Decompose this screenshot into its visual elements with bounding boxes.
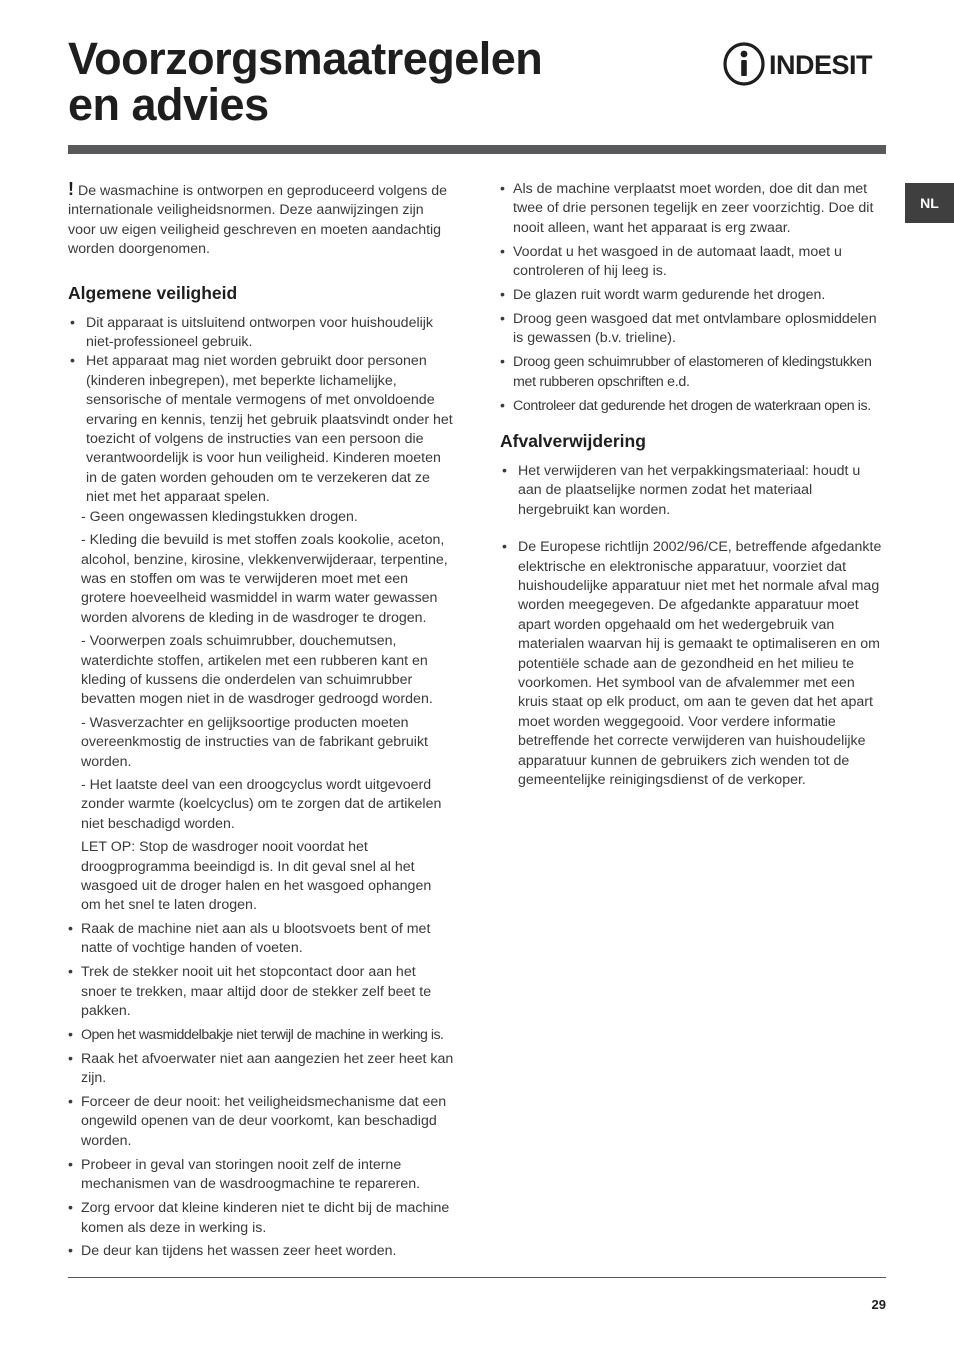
section-heading-general-safety: Algemene veiligheid [68,282,238,303]
list-item: • Droog geen schuimrubber of elastomeren of kledingstukken met rubberen opschriften e.d. [500,353,886,392]
footer-rule [68,1277,886,1278]
list-item: • Zorg ervoor dat kleine kinderen niet te dicht bij de machine komen als deze in werking is. [68,1199,454,1238]
page-title-line-2: en advies [68,79,269,130]
drying-instructions [68,508,454,916]
language-tab: NL [905,183,954,223]
section-heading-waste-disposal: Afvalverwijdering [500,430,646,451]
sub-item: - Het laatste deel van een droogcyclus wordt uitgevoerd zonder warmte (koelcyclus) om te zorgen dat de artikelen niet beschadigd worden. [81,776,442,832]
warning-mark: ! [68,179,74,199]
sub-item: - Wasverzachter en gelijksoortige producten moeten overeenkmostig de instructies van de fabrikant gebruikt worden. [81,714,428,770]
list-item: • Voordat u het wasgoed in de automaat laadt, moet u controleren of hij leeg is. [500,243,886,282]
sub-item: - Geen ongewassen kledingstukken drogen. [81,508,358,525]
list-item: • De deur kan tijdens het wassen zeer heet worden. [68,1242,454,1261]
list-item: • Het apparaat mag niet worden gebruikt door personen (kinderen inbegrepen), met beperkte lichamelijke, sensorische of mentale vermogens of met onvoldoende ervaring en kennis, tenzij het gebruik plaatsvindt onder het toezicht of volgens de instructies van een persoon die verantwoordelijk is voor hun veiligheid. Kinderen moeten in de gaten worden gehouden om te verzekeren dat ze niet met het apparaat spelen. [68,352,454,507]
list-item: • Probeer in geval van storingen nooit zelf de interne mechanismen van de wasdroogmachine te repareren. [68,1156,454,1195]
warning-note: LET OP: Stop de wasdroger nooit voordat het droogprogramma beeindigd is. In dit geval snel al het wasgoed uit de droger halen en het wasgoed ophangen om het snel te laten drogen. [81,839,432,914]
list-item: • De Europese richtlijn 2002/96/CE, betreffende afgedankte elektrische en elektronische apparatuur, voorziet dat huishoudelijke apparatuur niet met het normale afval mag worden meegegeven. De afgedankte apparatuur moet apart worden opgehaald om het wedergebruik van materialen waarvan hij is gemaakt te optimaliseren en om potentiële schade aan de gezondheid en het milieu te voorkomen. Het symbool van de afvalemmer met een kruis staat op elk product, om aan te geven dat het apart moet worden weggegooid. Voor verdere informatie betreffende het correcte verwijderen van huishoudelijke apparatuur kunnen de gebruikers zich wenden tot de gemeentelijke reinigingsdienst of de verkoper. [500,538,886,790]
waste-disposal-list [500,462,886,791]
left-column [68,180,454,1266]
list-item: • Het verwijderen van het verpakkingsmateriaal: houdt u aan de plaatselijke normen zodat het materiaal hergebruikt kan worden. [500,462,886,520]
list-item: • Als de machine verplaatst moet worden, doe dit dan met twee of drie personen tegelijk en zeer voorzichtig. Doe dit nooit alleen, want het apparaat is erg zwaar. [500,180,886,238]
list-item: • Dit apparaat is uitsluitend ontworpen voor huishoudelijk niet-professioneel gebruik. [68,314,454,353]
list-item: • De glazen ruit wordt warm gedurende het drogen. [500,286,886,305]
page-title [68,33,543,130]
sub-item: - Voorwerpen zoals schuimrubber, douchemutsen, waterdichte stoffen, artikelen met een rubberen kant en kleding of kussens die onderdelen van schuimrubber bevatten mogen niet in de wasdroger gedroogd worden. [81,633,433,708]
list-item: • Raak de machine niet aan als u blootsvoets bent of met natte of vochtige handen of voeten. [68,920,454,959]
list-item: • Trek de stekker nooit uit het stopcontact door aan het snoer te trekken, maar altijd door de stekker zelf beet te pakken. [68,963,454,1021]
page-title-line-1: Voorzorgsmaatregelen [68,33,543,84]
general-safety-list-continued [68,920,454,1262]
safety-list-right [500,180,886,416]
general-safety-list [68,314,454,508]
brand-logo [723,40,888,88]
intro-paragraph [68,180,454,260]
list-item: • Droog geen wasgoed dat met ontvlambare oplosmiddelen is gewassen (b.v. trieline). [500,310,886,349]
page-number: 29 [871,1297,886,1312]
list-item: • Forceer de deur nooit: het veiligheidsmechanisme dat een ongewild openen van de deur voorkomt, kan beschadigd worden. [68,1093,454,1151]
list-item: • Raak het afvoerwater niet aan aangezien het zeer heet kan zijn. [68,1050,454,1089]
intro-text: De wasmachine is ontworpen en geproduceerd volgens de internationale veiligheidsnormen. Deze aanwijzingen zijn voor uw eigen veiligheid geschreven en moeten aandachtig worden doorgenomen. [68,183,448,258]
list-item: • Open het wasmiddelbakje niet terwijl de machine in werking is. [68,1026,454,1045]
list-item: • Controleer dat gedurende het drogen de waterkraan open is. [500,397,886,416]
header-rule [68,145,886,154]
indesit-i-logo-icon [723,40,767,88]
right-column [500,180,886,808]
sub-item: - Kleding die bevuild is met stoffen zoals kookolie, aceton, alcohol, benzine, kirosine, vlekkenverwijderaar, terpentine, was en stoffen om was te verwijderen moet met een grotere hoeveelheid wasmiddel in warm water gewassen worden alvorens de kleding in de wasdroger te drogen. [81,532,448,626]
brand-name: INDESIT [769,50,873,80]
